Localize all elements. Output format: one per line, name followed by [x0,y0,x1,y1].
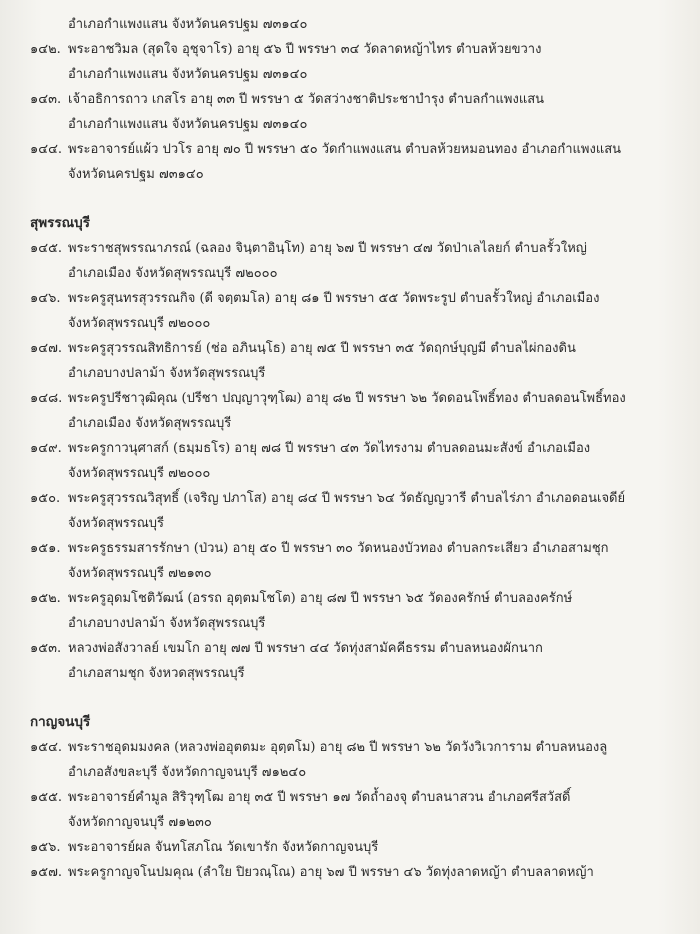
entry-text: พระราชอุดมมงคล (หลวงพ่ออุตตมะ อุตฺตโม) อายุ ๘๒ ปี พรรษา ๖๒ วัดวังวิเวการาม ตำบลหนองลู [68,740,608,755]
list-item [30,87,674,137]
entry-continuation-line: อำเภอกำแพงแสน จังหวัดนครปฐม ๗๓๑๔๐ [68,67,308,82]
entry-number: ๑๕๒. [30,591,61,606]
list-item [30,536,674,586]
entry-first-line [30,486,674,511]
list-item [30,586,674,636]
province-heading: กาญจนบุรี [30,714,91,730]
entry-continuation-line: จังหวัดนครปฐม ๗๓๑๔๐ [68,167,204,182]
entry-number: ๑๕๗. [30,865,62,880]
province-heading: สุพรรณบุรี [30,215,90,231]
entry-number: ๑๔๒. [30,42,61,57]
list-item [30,286,674,336]
list-item [30,636,674,686]
list-item [30,735,674,785]
list-item [30,486,674,536]
list-item [30,236,674,286]
entry-first-line [30,336,674,361]
entry-first-line [30,835,674,860]
entry-text: พระอาจารย์แผ้ว ปวโร อายุ ๗๐ ปี พรรษา ๕๐ วัดกำแพงแสน ตำบลห้วยหมอนทอง อำเภอกำแพงแสน [68,142,622,157]
entry-continuation-line: อำเภอสังขละบุรี จังหวัดกาญจนบุรี ๗๑๒๔๐ [68,765,307,780]
list-item [30,386,674,436]
entry-number: ๑๔๓. [30,92,62,107]
entry-text: พระครูอุดมโชติวัฒน์ (อรรถ อุตฺตมโชโต) อายุ ๘๗ ปี พรรษา ๖๕ วัดองครักษ์ ตำบลองครักษ์ [68,591,573,606]
entry-number: ๑๔๕. [30,241,63,256]
entry-continuation-line: จังหวัดสุพรรณบุรี [68,516,165,531]
list-item [30,835,674,860]
list-item [30,860,674,885]
entry-first-line [30,386,674,411]
entry-first-line [30,860,674,885]
list-item [30,37,674,87]
entry-first-line [30,785,674,810]
entry-first-line [30,636,674,661]
entry-number: ๑๔๖. [30,291,61,306]
list-item [30,336,674,386]
list-item [30,436,674,486]
entry-number: ๑๕๖. [30,840,61,855]
entry-continuation-line: จังหวัดสุพรรณบุรี ๗๒๐๐๐ [68,466,211,481]
entry-text: พระครูสุวรรณสิทธิการย์ (ช่อ อภินนฺโธ) อายุ ๗๕ ปี พรรษา ๓๕ วัดฤกษ์บุญมี ตำบลไผ่กองดิน [68,341,576,356]
entry-number: ๑๕๓. [30,641,62,656]
entry-first-line [30,286,674,311]
list-item [30,785,674,835]
list-item [30,137,674,187]
entry-continuation-line: อำเภอเมือง จังหวัดสุพรรณบุรี ๗๒๐๐๐ [68,266,278,281]
entry-first-line [30,735,674,760]
entry-first-line [30,236,674,261]
entry-first-line [30,137,674,162]
entry-number: ๑๕๐. [30,491,61,506]
entry-text: พระครูกาวนุศาสก์ (ธมฺมธโร) อายุ ๗๘ ปี พรรษา ๔๓ วัดไทรงาม ตำบลดอนมะสังข์ อำเภอเมือง [68,441,591,456]
entry-first-line [30,586,674,611]
entry-continuation-line: อำเภอบางปลาม้า จังหวัดสุพรรณบุรี [68,616,266,631]
entry-text: พระครูกาญจโนปมคุณ (ลำใย ปิยวณฺโณ) อายุ ๖๗ ปี พรรษา ๔๖ วัดทุ่งลาดหญ้า ตำบลลาดหญ้า [68,865,594,880]
entry-text: พระอาจารย์ผล จันทโสภโณ วัดเขารัก จังหวัดกาญจนบุรี [68,840,379,855]
entry-list [30,37,674,885]
entry-number: ๑๔๘. [30,391,63,406]
continuation-line: อำเภอกำแพงแสน จังหวัดนครปฐม ๗๓๑๔๐ [68,17,308,32]
entry-number: ๑๕๔. [30,740,63,755]
entry-text: พระอาชวิมล (สุดใจ อุชุจาโร) อายุ ๕๖ ปี พรรษา ๓๔ วัดลาดหญ้าไทร ตำบลห้วยขวาง [68,42,542,57]
entry-continuation-line: อำเภอกำแพงแสน จังหวัดนครปฐม ๗๓๑๔๐ [68,117,308,132]
entry-text: พระราชสุพรรณาภรณ์ (ฉลอง จินฺตาอินฺโท) อายุ ๖๗ ปี พรรษา ๔๗ วัดป่าเลไลยก์ ตำบลรั้วใหญ่ [68,241,587,256]
entry-continuation-line: อำเภอบางปลาม้า จังหวัดสุพรรณบุรี [68,366,266,381]
entry-continuation-line: จังหวัดกาญจนบุรี ๗๑๒๓๐ [68,815,212,830]
entry-text: พระอาจารย์คำมูล สิริวุฑฺโฒ อายุ ๓๕ ปี พรรษา ๑๗ วัดถ้ำองจุ ตำบลนาสวน อำเภอศรีสวัสดิ์ [68,790,571,805]
entry-number: ๑๔๙. [30,441,62,456]
entry-continuation-line: อำเภอเมือง จังหวัดสุพรรณบุรี [68,416,232,431]
entry-number: ๑๕๑. [30,541,61,556]
entry-number: ๑๔๔. [30,142,63,157]
entry-text: พระครูปรีชาวุฒิคุณ (ปรีชา ปญฺญาวุฑฺโฒ) อายุ ๘๒ ปี พรรษา ๖๒ วัดดอนโพธิ์ทอง ตำบลดอนโพธิ์ทอง [68,391,626,406]
entry-text: พระครูสุนทรสุวรรณกิจ (ดี จตฺตมโล) อายุ ๘๑ ปี พรรษา ๕๕ วัดพระรูป ตำบลรั้วใหญ่ อำเภอเมือง [68,291,600,306]
entry-text: พระครูธรรมสารรักษา (ป่วน) อายุ ๕๐ ปี พรรษา ๓๐ วัดหนองบัวทอง ตำบลกระเสียว อำเภอสามชุก [68,541,609,556]
entry-continuation-line: จังหวัดสุพรรณบุรี ๗๒๑๓๐ [68,566,212,581]
entry-number: ๑๕๕. [30,790,63,805]
entry-first-line [30,536,674,561]
entry-number: ๑๔๗. [30,341,62,356]
entry-text: หลวงพ่อสังวาลย์ เขมโก อายุ ๗๗ ปี พรรษา ๔๔ วัดทุ่งสามัคคีธรรม ตำบลหนองผักนาก [68,641,543,656]
entry-first-line [30,87,674,112]
entry-first-line [30,37,674,62]
entry-first-line [30,436,674,461]
entry-continuation-line: อำเภอสามชุก จังหวดสุพรรณบุรี [68,666,245,681]
entry-continuation-line: จังหวัดสุพรรณบุรี ๗๒๐๐๐ [68,316,211,331]
entry-text: เจ้าอธิการถาว เกสโร อายุ ๓๓ ปี พรรษา ๕ วัดสว่างชาติประชาบำรุง ตำบลกำแพงแสน [68,92,545,107]
entry-text: พระครูสุวรรณวิสุทธิ์ (เจริญ ปภาโส) อายุ ๘๔ ปี พรรษา ๖๔ วัดธัญญวารี ตำบลไร่ภา อำเภอดอนเจดีย์ [68,491,626,506]
